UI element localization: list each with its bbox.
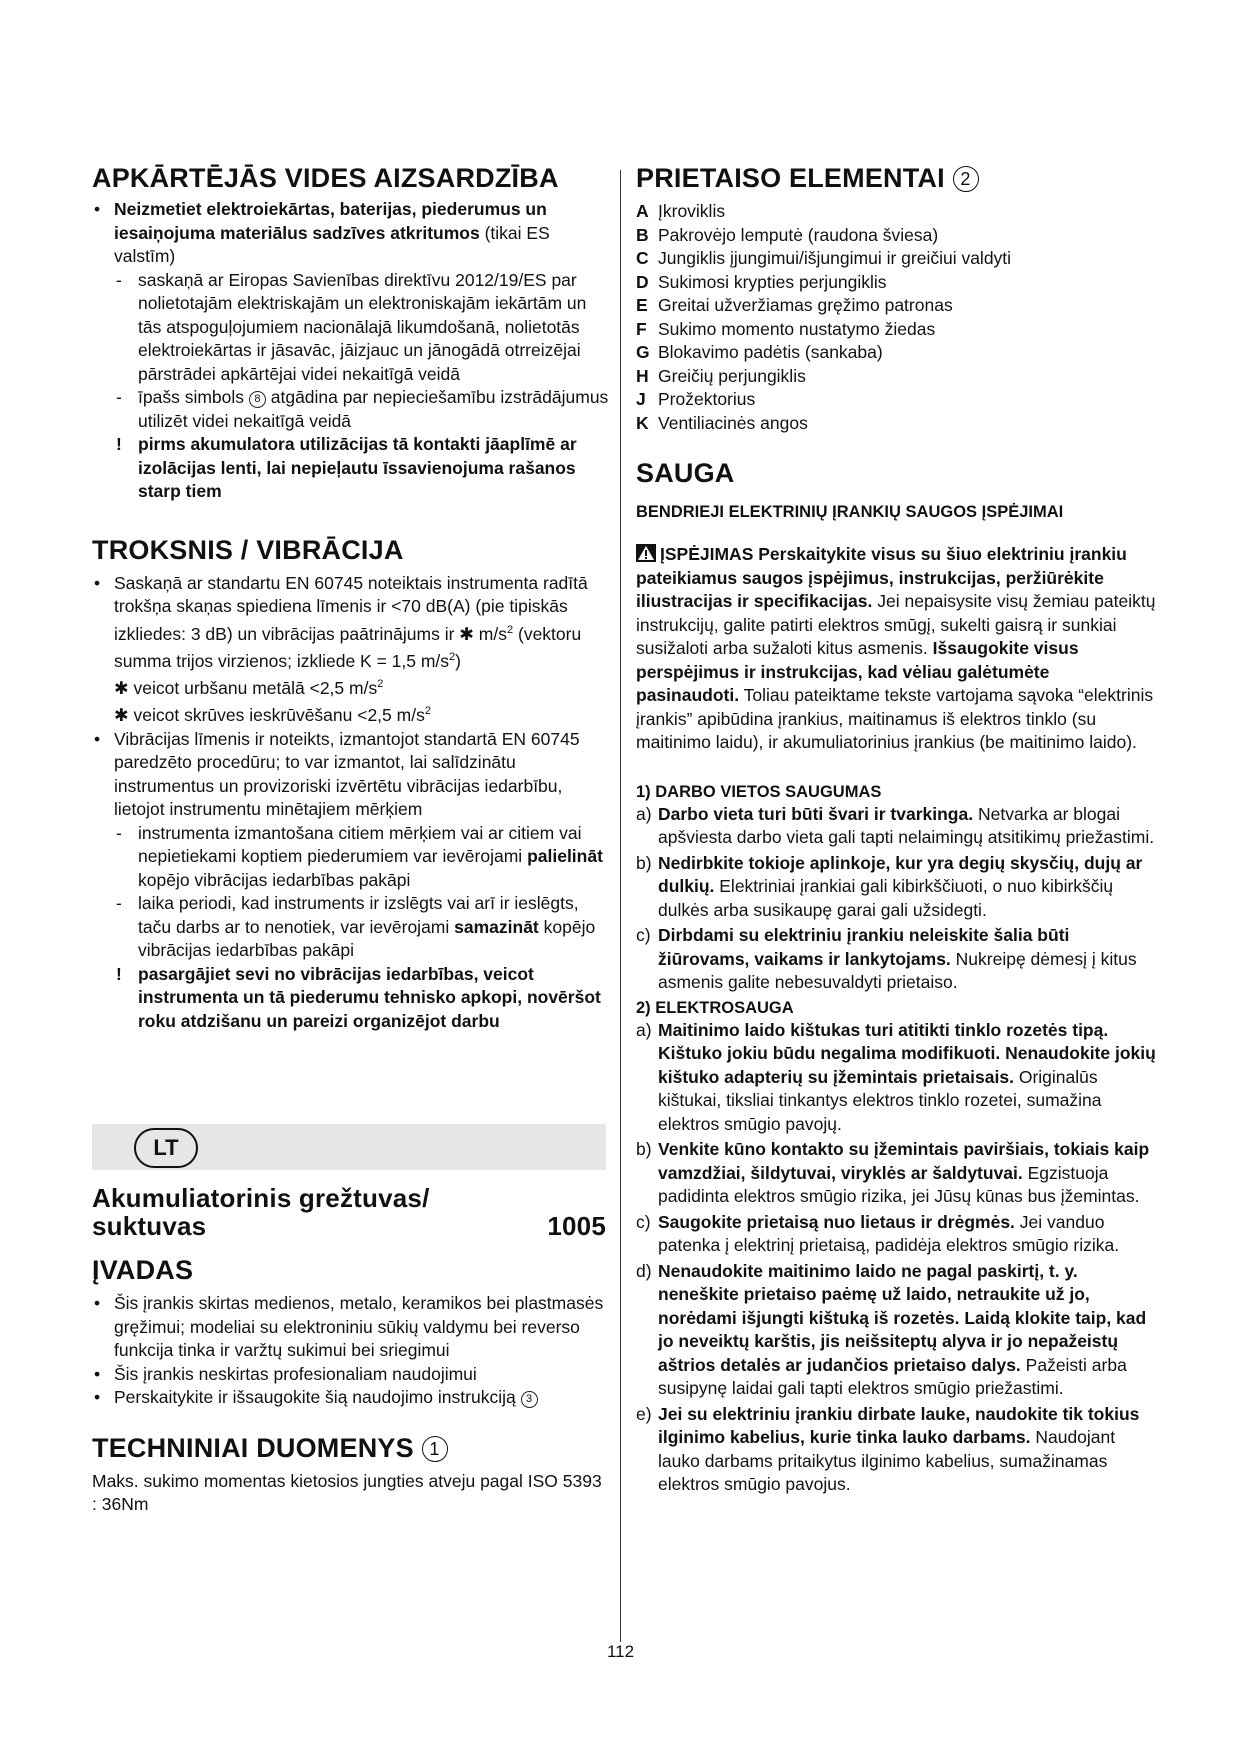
env-bullet-1-bold: Neizmetiet elektroiekārtas, baterijas, piederumus un iesaiņojuma materiālus sadzīves atkritumos bbox=[114, 199, 547, 243]
section-2-item-text: Egzistuoja padidinta elektros smūgio rizika, jei Jūsų kūnas bus įžemintas. bbox=[658, 1162, 1140, 1206]
component-label: Greitai užveržiamas gręžimo patronas bbox=[658, 295, 953, 315]
component-item bbox=[636, 200, 1156, 224]
section-1-item-bold: Dirbdami su elektriniu įrankiu neleiskite šalia būti žiūrovams, vaikams ir lankytojams. bbox=[658, 925, 1070, 969]
warning-triangle-icon bbox=[636, 544, 656, 562]
component-label: Jungiklis įjungimui/išjungimui ir greičiui valdyti bbox=[658, 248, 1012, 268]
component-key: H bbox=[636, 365, 649, 386]
model-number: 1005 bbox=[547, 1211, 606, 1241]
env-dash-1-text: saskaņā ar Eiropas Savienības direktīvu 2012/19/ES par nolietotajām elektriskajām un elektroniskajām iekārtām un tās atspoguļojumiem nacionālajā likumdošanā, nolietotās elektroiekārtas ir jāsavāc, jāizjauc un jānogādā otrreizējai pārstrādei apkārtējai videi nekaitīgā veidā bbox=[138, 269, 587, 384]
component-key: C bbox=[636, 248, 649, 268]
component-label: Įkroviklis bbox=[658, 201, 726, 221]
component-item bbox=[636, 388, 1156, 412]
tech-text: Maks. sukimo momentas kietosios jungties atveju pagal ISO 5393 : 36Nm bbox=[92, 1470, 602, 1514]
safety-heading: SAUGA bbox=[636, 458, 735, 488]
component-item bbox=[636, 412, 1156, 436]
noise-star-2-text: ✱ veicot skrūves ieskrūvēšanu <2,5 m/s bbox=[114, 705, 425, 726]
page-number: 112 bbox=[606, 1642, 635, 1661]
component-item bbox=[636, 224, 1156, 248]
section-1-item-text: Nukreipę dėmesį į kitus asmenis galite nebesuvaldyti prietaiso. bbox=[658, 948, 1137, 992]
noise-star-1-text: ✱ veicot urbšanu metālā <2,5 m/s bbox=[114, 677, 378, 698]
section-2-item-bold: Jei su elektriniu įrankiu dirbate lauke, naudokite tik tokius ilginimo kabelius, kurie tinka lauko darbams. bbox=[658, 1403, 1140, 1447]
section-2-item-text: Originalūs kištukai, tiksliai tinkantys elektros tinklo rozetei, sumažina elektros smūgio pavojų. bbox=[658, 1066, 1102, 1134]
section-1-item-bold: Darbo vieta turi būti švari ir tvarkinga. bbox=[658, 803, 974, 824]
section-2-item-bold: Venkite kūno kontakto su įžemintais paviršiais, tokiais kaip vamzdžiai, šildytuvai, viryklės ar šaldytuvai. bbox=[658, 1139, 1150, 1183]
component-key: A bbox=[636, 201, 649, 221]
intro-bullet-2: • Šis įrankis neskirtas profesionaliam naudojimui bbox=[92, 1363, 606, 1387]
column-divider bbox=[620, 170, 621, 1642]
noise-bullet-2: • Vibrācijas līmenis ir noteikts, izmantojot standartā EN 60745 paredzēto procedūru; to var izmantot, lai salīdzinātu instrumentus un provizoriski izvērtētu vibrācijas iedarbību, lietojot instrumentu minētajiem mērķiem bbox=[92, 728, 610, 822]
language-band bbox=[92, 1124, 606, 1170]
component-key: E bbox=[636, 295, 648, 315]
product-title-line2: suktuvas bbox=[92, 1211, 207, 1241]
left-lower bbox=[92, 1184, 606, 1517]
section-1-title: 1) DARBO VIETOS SAUGUMAS bbox=[636, 782, 882, 801]
noise-dash-1-b: kopējo vibrācijas iedarbības pakāpi bbox=[138, 869, 411, 890]
noise-dash-2: - laika periodi, kad instruments ir izslēgts vai arī ir ieslēgts, taču darbs ar to nenotiek, var ievērojami samazināt kopējo vibrācijas iedarbības pakāpi bbox=[116, 893, 596, 961]
left-column bbox=[92, 162, 610, 1033]
warning-text-1: Jei nepaisysite visų žemiau pateiktų instrukcijų, galite patirti elektros smūgį, sukelti gaisrą ir sunkiai susižaloti arba sužaloti kitus asmenis. bbox=[636, 591, 1156, 658]
noise-star-2-sup: 2 bbox=[424, 705, 431, 718]
section-1-item bbox=[636, 803, 1156, 850]
env-heading: APKĀRTĒJĀS VIDES AIZSARDZĪBA bbox=[92, 163, 559, 193]
language-badge: LT bbox=[134, 1128, 198, 1168]
figure-2-ref: 2 bbox=[953, 166, 979, 192]
component-item bbox=[636, 271, 1156, 295]
component-label: Sukimo momento nustatymo žiedas bbox=[658, 318, 936, 339]
noise-b1-b: (vektoru summa trijos virzienos; izkliede K = 1,5 m/s bbox=[114, 623, 582, 671]
noise-dash-2-bold: samazināt bbox=[454, 916, 539, 937]
env-dash-2-text-b: atgādina par nepieciešamību izstrādājumus utilizēt videi nekaitīgā veidā bbox=[138, 387, 609, 431]
component-label: Greičių perjungiklis bbox=[658, 365, 806, 386]
section-2-item-bold: Saugokite prietaisą nuo lietaus ir drėgmės. bbox=[658, 1211, 1015, 1232]
warning-bold-1: ĮSPĖJIMAS Perskaitykite visus su šiuo elektriniu įrankiu pateikiamus saugos įspėjimus, instrukcijas, peržiūrėkite iliustracijas ir specifikacijas. bbox=[636, 544, 1127, 611]
noise-bullet-1 bbox=[92, 572, 610, 674]
section-2-item-marker: b) bbox=[636, 1139, 652, 1159]
noise-list bbox=[92, 572, 610, 1034]
product-title-line2-row bbox=[92, 1212, 606, 1240]
section-2-item-marker: a) bbox=[636, 1019, 652, 1040]
env-dash-2-text-a: īpašs simbols bbox=[138, 387, 249, 407]
intro-list bbox=[92, 1292, 606, 1410]
env-dash-1: - saskaņā ar Eiropas Savienības direktīvu 2012/19/ES par nolietotajām elektriskajām un elektroniskajām iekārtām un tās atspoguļojumiem nacionālajā likumdošanā, nolietotās elektroiekārtas ir jāsavāc, jāizjauc un jānogādā otrreizējai pārstrādei apkārtējai videi nekaitīgā veidā bbox=[116, 269, 587, 384]
section-2-item-text: Naudojant lauko darbams pritaikytus ilginimo kabelius, sumažinamas elektros smūgio pavojus. bbox=[658, 1427, 1116, 1494]
section-2-item bbox=[636, 1019, 1156, 1137]
product-title-line1: Akumuliatorinis grežtuvas/ bbox=[92, 1183, 430, 1213]
component-item bbox=[636, 365, 1156, 389]
elements-heading-text: PRIETAISO ELEMENTAI bbox=[636, 163, 945, 193]
section-2-item bbox=[636, 1138, 1156, 1209]
section-2-item-marker: e) bbox=[636, 1403, 652, 1424]
env-bullet-1 bbox=[92, 198, 610, 269]
noise-b1-sup2: 2 bbox=[449, 650, 456, 663]
intro-bullet-3 bbox=[92, 1386, 606, 1410]
noise-star-1-sup: 2 bbox=[377, 678, 384, 691]
section-1-list bbox=[636, 803, 1156, 995]
noise-b1-c: ) bbox=[455, 650, 461, 671]
component-label: Sukimosi krypties perjungiklis bbox=[658, 271, 887, 292]
section-2-item bbox=[636, 1260, 1156, 1401]
noise-warning: ! pasargājiet sevi no vibrācijas iedarbības, veicot instrumenta un tā piederumu tehnisko apkopi, novēršot roku atdzišanu un pareizi organizējot darbu bbox=[116, 963, 601, 1031]
section-2-item-bold: Maitinimo laido kištukas turi atitikti tinklo rozetės tipą. Kištuko jokiu būdu negalima modifikuoti. Nenaudokite jokių kištuko adapterių su įžemintais prietaisais. bbox=[658, 1019, 1156, 1087]
section-1-item bbox=[636, 852, 1156, 923]
tech-heading-text: TECHNINIAI DUOMENYS bbox=[92, 1432, 414, 1463]
section-1-item-text: Elektriniai įrankiai gali kibirkščiuoti, o nuo kibirkščių dulkės arba susikaupę garai gali užsidegti. bbox=[658, 876, 1114, 920]
component-label: Pakrovėjo lemputė (raudona šviesa) bbox=[658, 224, 939, 245]
noise-b1-a: Saskaņā ar standartu EN 60745 noteiktais instrumenta radītā trokšņa skaņas spiediena līmenis ir <70 dB(A) (pie tipiskās izkliedes: 3 dB) un vibrācijas paātrinājums ir ✱ m/s bbox=[114, 572, 588, 644]
intro-bullet-3-text: Perskaitykite ir išsaugokite šią naudojimo instrukciją bbox=[114, 1387, 521, 1407]
noise-b1-sup1: 2 bbox=[507, 623, 514, 636]
section-2-item-marker: d) bbox=[636, 1260, 652, 1281]
intro-heading: ĮVADAS bbox=[92, 1255, 194, 1285]
component-key: G bbox=[636, 342, 650, 362]
noise-dash-1-a: instrumenta izmantošana citiem mērķiem vai ar citiem vai nepietiekami koptiem piederumiem var ievērojami bbox=[138, 822, 582, 867]
section-1-item-text: Netvarka ar blogai apšviesta darbo vieta gali tapti nelaimingų atsitikimų priežastimi. bbox=[658, 803, 1155, 847]
noise-star-2 bbox=[92, 700, 610, 727]
section-2-item-bold: Nenaudokite maitinimo laido ne pagal paskirtį, t. y. neneškite prietaiso paėmę už laido, netraukite už jo, norėdami išjungti kištuką iš rozetės. Laidą klokite taip, kad jo neveiktų karštis, jis neišsiteptų alyva ir jo nepažeistų aštrios detalės ar judančios prietaiso dalys. bbox=[658, 1260, 1147, 1375]
env-dash-2: - īpašs simbols 8 atgādina par nepieciešamību izstrādājumus utilizēt videi nekaitīgā veidā bbox=[116, 387, 609, 431]
noise-warning-text: pasargājiet sevi no vibrācijas iedarbības, veicot instrumenta un tā piederumu tehnisko apkopi, novēršot roku atdzišanu un pareizi organizējot darbu bbox=[138, 963, 601, 1031]
noise-dash-2-b: kopējo vibrācijas iedarbības pakāpi bbox=[138, 916, 596, 961]
component-list bbox=[636, 200, 1156, 435]
general-warning bbox=[636, 543, 1156, 755]
intro-bullet-1: • Šis įrankis skirtas medienos, metalo, keramikos bei plastmasės gręžimui; modeliai su elektroniniu sūkių valdymu bei reverso funkcija tinka ir varžtų sukimui bei sriegimui bbox=[92, 1292, 606, 1363]
component-item bbox=[636, 341, 1156, 365]
component-item bbox=[636, 247, 1156, 271]
env-warning-text: pirms akumulatora utilizācijas tā kontakti jāaplīmē ar izolācijas lenti, lai nepieļautu īssavienojuma rašanos starp tiem bbox=[138, 434, 577, 501]
section-2-title: 2) ELEKTROSAUGA bbox=[636, 998, 794, 1017]
section-2-list bbox=[636, 1019, 1156, 1497]
section-2-item bbox=[636, 1403, 1156, 1497]
env-warning: ! pirms akumulatora utilizācijas tā kontakti jāaplīmē ar izolācijas lenti, lai nepieļautu īssavienojuma rašanos starp tiem bbox=[116, 434, 577, 501]
figure-1-ref: 1 bbox=[422, 1436, 448, 1462]
section-2-item-text: Pažeisti arba susipynę laidai gali tapti elektros smūgio priežastimi. bbox=[658, 1354, 1127, 1398]
noise-star-1 bbox=[92, 673, 610, 700]
figure-3-ref: 3 bbox=[521, 1391, 538, 1408]
tech-heading bbox=[92, 1432, 606, 1464]
section-2-item bbox=[636, 1211, 1156, 1258]
component-key: J bbox=[636, 389, 646, 409]
noise-dash-2-a: laika periodi, kad instruments ir izslēgts vai arī ir ieslēgts, taču darbs ar to nenotiek, var ievērojami bbox=[138, 893, 579, 937]
component-label: Ventiliacinės angos bbox=[658, 412, 808, 433]
section-2-item-marker: c) bbox=[636, 1211, 651, 1232]
component-label: Prožektorius bbox=[658, 389, 756, 409]
component-key: B bbox=[636, 224, 649, 245]
noise-heading: TROKSNIS / VIBRĀCIJA bbox=[92, 534, 404, 565]
section-2-item-text: Jei vanduo patenka į elektrinį prietaisą, padidėja elektros smūgio rizika. bbox=[658, 1211, 1120, 1255]
section-1-item-marker: c) bbox=[636, 925, 651, 945]
component-item bbox=[636, 294, 1156, 318]
safety-subheading: BENDRIEJI ELEKTRINIŲ ĮRANKIŲ SAUGOS ĮSPĖJIMAI bbox=[636, 503, 1064, 521]
section-1-item-marker: b) bbox=[636, 852, 652, 873]
component-key: F bbox=[636, 318, 647, 339]
env-list bbox=[92, 198, 610, 504]
section-1-item bbox=[636, 924, 1156, 995]
component-label: Blokavimo padėtis (sankaba) bbox=[658, 342, 883, 362]
noise-dash-1-bold: palielināt bbox=[527, 846, 603, 867]
component-key: K bbox=[636, 412, 649, 433]
env-bullet-1-rest: (tikai ES valstīm) bbox=[114, 222, 550, 266]
section-1-item-bold: Nedirbkite tokioje aplinkoje, kur yra degių skysčių, dujų ar dulkių. bbox=[658, 852, 1143, 896]
component-key: D bbox=[636, 271, 649, 292]
warning-bold-2: Išsaugokite visus perspėjimus ir instrukcijas, kad vėliau galėtumėte pasinaudoti. bbox=[636, 638, 1079, 705]
symbol-8-ref: 8 bbox=[249, 391, 266, 408]
right-column bbox=[636, 162, 1156, 1499]
section-1-item-marker: a) bbox=[636, 803, 652, 824]
warning-text-2: Toliau pateiktame tekste vartojama sąvoka “elektrinis įrankis” apibūdina įrankius, maitinamus iš elektros tinklo (su maitinimo laidu), ir akumuliatorinius įrankius (be maitinimo laido). bbox=[636, 685, 1154, 752]
elements-heading bbox=[636, 162, 1156, 194]
component-item bbox=[636, 318, 1156, 342]
noise-dash-1: - instrumenta izmantošana citiem mērķiem vai ar citiem vai nepietiekami koptiem piederumiem var ievērojami palielināt kopējo vibrācijas iedarbības pakāpi bbox=[116, 822, 603, 890]
